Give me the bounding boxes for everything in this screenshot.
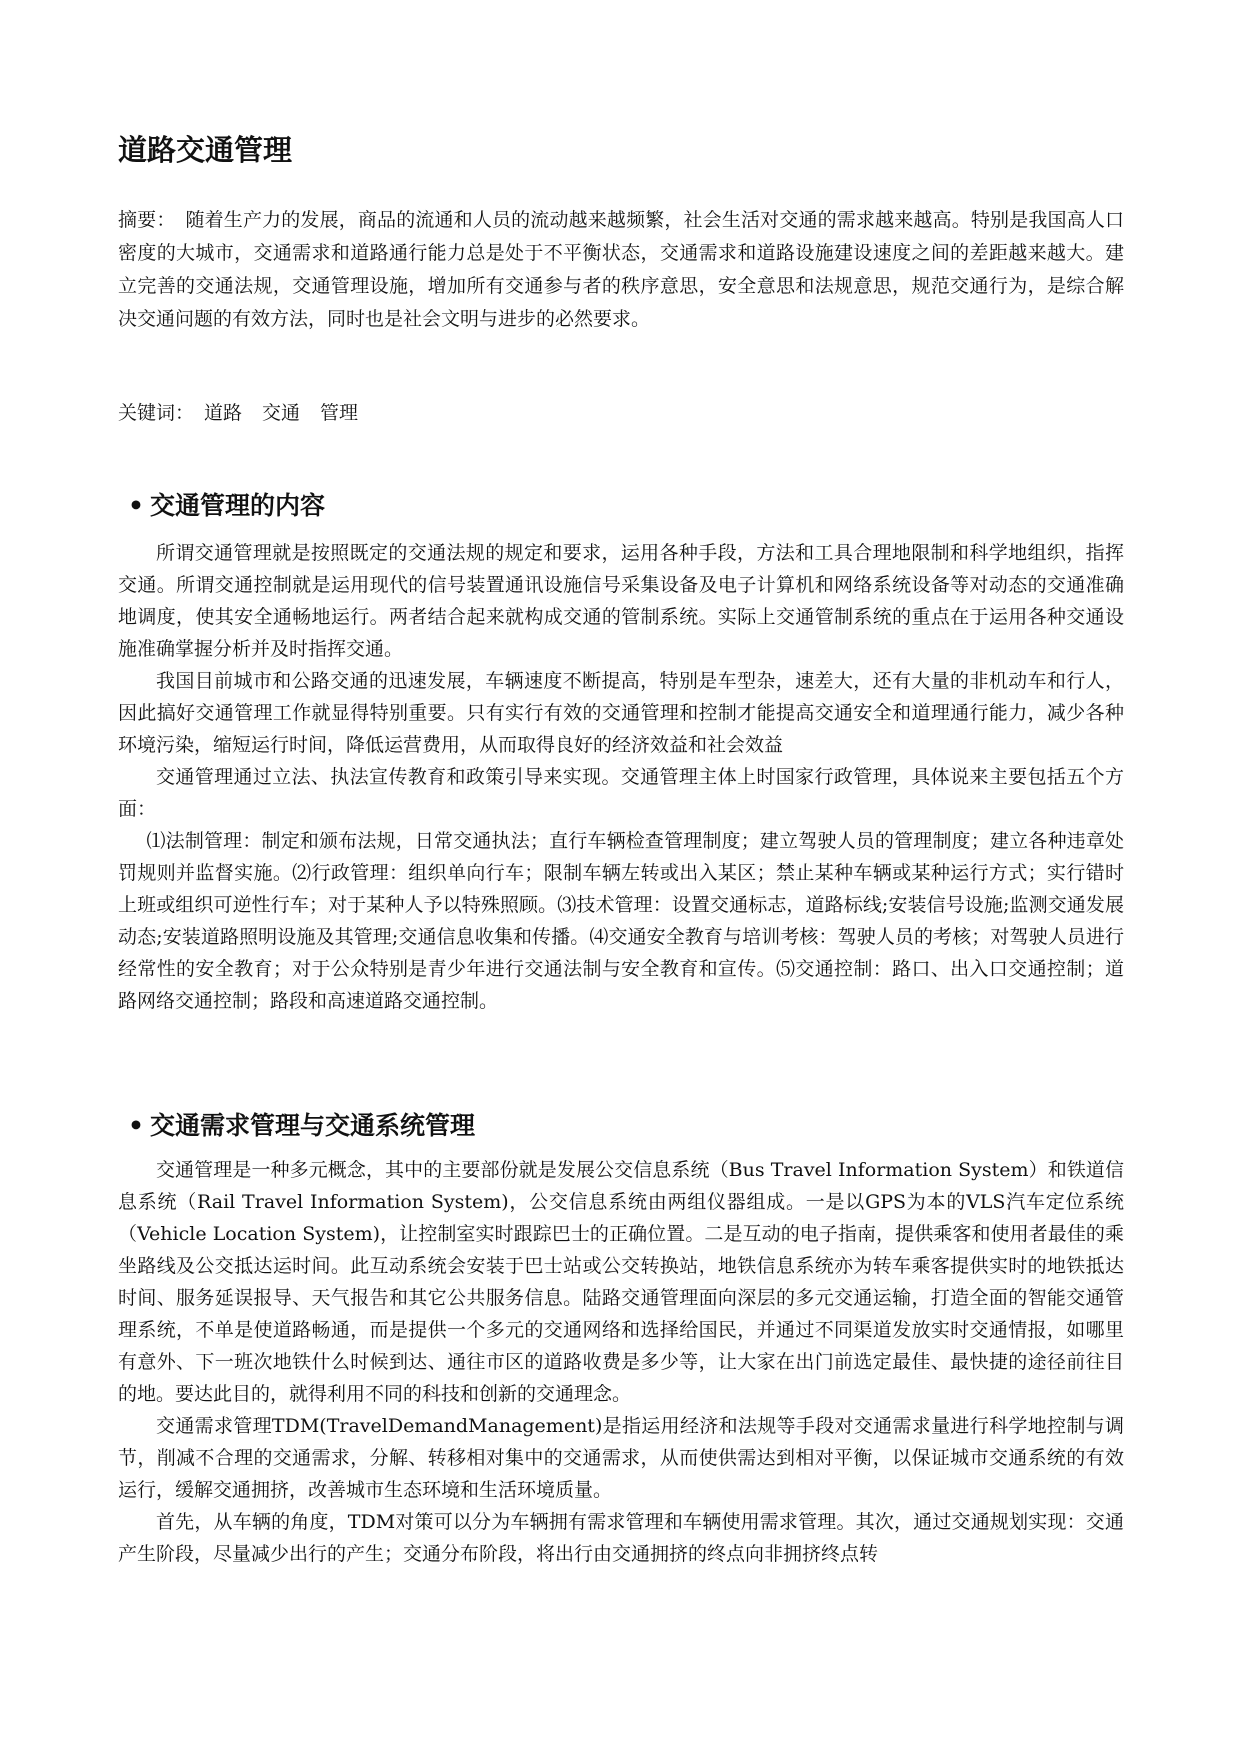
paragraph: 交通需求管理TDM(TravelDemandManagement)是指运用经济和法规等手段对交通需求量进行科学地控制与调节，削减不合理的交通需求，分解、转移相对集中的交通需求，从而使供需达到相对平衡，以保证城市交通系统的有效运行，缓解交通拥挤，改善城市生态环境和生活环境质量。 — [118, 1415, 1124, 1501]
paragraph: 首先，从车辆的角度，TDM对策可以分为车辆拥有需求管理和车辆使用需求管理。其次，通过交通规划实现：交通产生阶段，尽量减少出行的产生；交通分布阶段，将出行由交通拥挤的终点向非拥挤终点转 — [118, 1511, 1124, 1565]
document-title: 道路交通管理 — [118, 133, 293, 167]
section-heading-text: 交通需求管理与交通系统管理 — [150, 1111, 476, 1140]
section-heading — [128, 1109, 475, 1143]
paragraph: ⑴法制管理：制定和颁布法规，日常交通执法；直行车辆检查管理制度；建立驾驶人员的管理制度；建立各种违章处罚规则并监督实施。⑵行政管理：组织单向行车；限制车辆左转或出入某区；禁止某种车辆或某种运行方式；实行错时上班或组织可逆性行车；对于某种人予以特殊照顾。⑶技术管理：设置交通标志，道路标线;安装信号设施;监测交通发展动态;安装道路照明设施及其管理;交通信息收集和传播。⑷交通安全教育与培训考核：驾驶人员的考核；对驾驶人员进行经常性的安全教育；对于公众特别是青少年进行交通法制与安全教育和宣传。⑸交通控制：路口、出入口交通控制；道路网络交通控制；路段和高速道路交通控制。 — [118, 830, 1124, 1012]
abstract-text: 随着生产力的发展，商品的流通和人员的流动越来越频繁，社会生活对交通的需求越来越高。特别是我国高人口密度的大城市，交通需求和道路通行能力总是处于不平衡状态，交通需求和道路设施建设速度之间的差距越来越大。建立完善的交通法规，交通管理设施，增加所有交通参与者的秩序意思，安全意思和法规意思，规范交通行为，是综合解决交通问题的有效方法，同时也是社会文明与进步的必然要求。 — [118, 209, 1124, 330]
keyword: 道路 — [204, 402, 243, 424]
keyword: 交通 — [262, 402, 301, 424]
keywords-label: 关键词： — [118, 402, 195, 424]
keywords — [118, 397, 368, 430]
paragraph: 我国目前城市和公路交通的迅速发展，车辆速度不断提高，特别是车型杂，速差大，还有大量的非机动车和行人，因此搞好交通管理工作就显得特别重要。只有实行有效的交通管理和控制才能提高交通安全和道理通行能力，减少各种环境污染，缩短运行时间，降低运营费用，从而取得良好的经济效益和社会效益 — [118, 670, 1124, 756]
bullet-icon: • — [128, 1111, 144, 1140]
section-body — [118, 1154, 1124, 1570]
section-body — [118, 537, 1124, 1017]
section-heading — [128, 489, 325, 523]
section-heading-text: 交通管理的内容 — [150, 491, 326, 520]
abstract — [118, 204, 1124, 336]
paragraph: 交通管理通过立法、执法宣传教育和政策引导来实现。交通管理主体上时国家行政管理，具体说来主要包括五个方面： — [118, 766, 1124, 820]
abstract-label: 摘要： — [118, 209, 176, 231]
paragraph: 所谓交通管理就是按照既定的交通法规的规定和要求，运用各种手段，方法和工具合理地限制和科学地组织，指挥交通。所谓交通控制就是运用现代的信号装置通讯设施信号采集设备及电子计算机和网络系统设备等对动态的交通准确地调度，使其安全通畅地运行。两者结合起来就构成交通的管制系统。实际上交通管制系统的重点在于运用各种交通设施准确掌握分析并及时指挥交通。 — [118, 542, 1124, 660]
paragraph: 交通管理是一种多元概念，其中的主要部份就是发展公交信息系统（Bus Travel Information System）和铁道信息系统（Rail Travel Information System)，公交信息系统由两组仪器组成。一是以GPS为本的VLS汽车定位系统（Vehicle Location System)，让控制室实时跟踪巴士的正确位置。二是互动的电子指南，提供乘客和使用者最佳的乘坐路线及公交抵达运时间。此互动系统会安装于巴士站或公交转换站，地铁信息系统亦为转车乘客提供实时的地铁抵达时间、服务延误报导、天气报告和其它公共服务信息。陆路交通管理面向深层的多元交通运输，打造全面的智能交通管理系统，不单是使道路畅通，而是提供一个多元的交通网络和选择给国民，并通过不同渠道发放实时交通情报，如哪里有意外、下一班次地铁什么时候到达、通往市区的道路收费是多少等，让大家在出门前选定最佳、最快捷的途径前往目的地。要达此目的，就得利用不同的科技和创新的交通理念。 — [118, 1159, 1124, 1405]
keyword: 管理 — [320, 402, 359, 424]
bullet-icon: • — [128, 491, 144, 520]
